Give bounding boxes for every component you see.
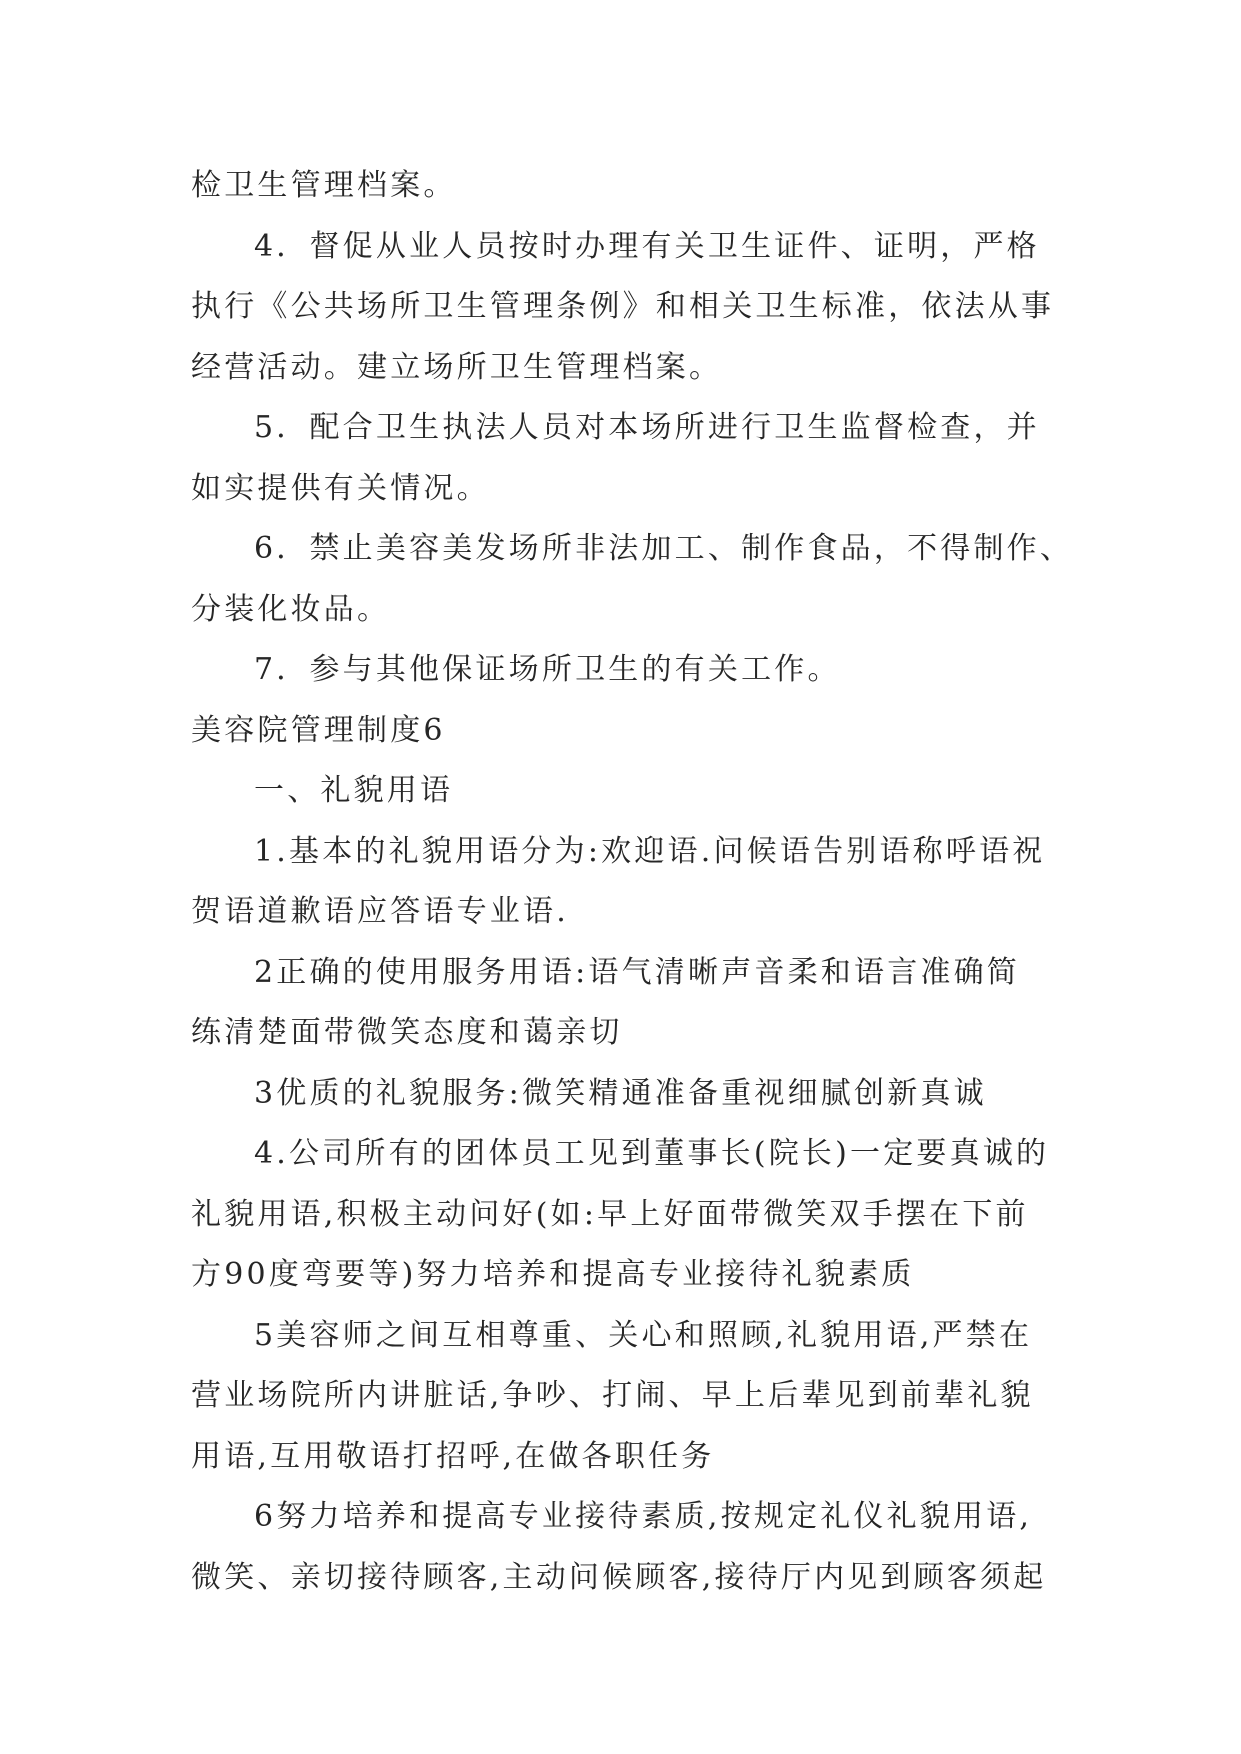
document-line: 如实提供有关情况。 [191,470,490,506]
document-line: 2正确的使用服务用语:语气清晰声音柔和语言准确简 [254,954,1020,990]
document-line: 微笑、亲切接待顾客,主动问候顾客,接待厅内见到顾客须起 [191,1559,1047,1595]
document-line: 一、礼貌用语 [254,773,454,808]
document-line: 分装化妆品。 [191,591,391,627]
document-line: 美容院管理制度6 [191,712,446,748]
document-line: 3优质的礼貌服务:微笑精通准备重视细腻创新真诚 [254,1075,987,1111]
document-line: 贺语道歉语应答语专业语. [191,894,569,929]
document-line: 6．禁止美容美发场所非法加工、制作食品，不得制作、 [254,531,1074,566]
document-line: 7．参与其他保证场所卫生的有关工作。 [254,652,841,687]
document-line: 练清楚面带微笑态度和蔼亲切 [191,1015,623,1050]
document-line: 5美容师之间互相尊重、关心和照顾,礼貌用语,严禁在 [254,1317,1033,1353]
document-line: 1.基本的礼貌用语分为:欢迎语.问候语告别语称呼语祝 [254,833,1046,869]
document-line: 5．配合卫生执法人员对本场所进行卫生监督检查，并 [254,410,1040,445]
document-line: 方90度弯要等)努力培养和提高专业接待礼貌素质 [191,1257,915,1292]
document-line: 礼貌用语,积极主动问好(如:早上好面带微笑双手摆在下前 [191,1196,1029,1232]
document-line: 4.公司所有的团体员工见到董事长(院长)一定要真诚的 [254,1136,1050,1171]
document-line: 营业场院所内讲脏话,争吵、打闹、早上后辈见到前辈礼貌 [191,1378,1034,1413]
document-line: 检卫生管理档案。 [191,168,457,203]
document-line: 经营活动。建立场所卫生管理档案。 [191,349,723,385]
document-line: 用语,互用敬语打招呼,在做各职任务 [191,1438,715,1474]
document-line: 6努力培养和提高专业接待素质,按规定礼仪礼貌用语, [254,1499,1033,1534]
document-line: 4．督促从业人员按时办理有关卫生证件、证明，严格 [254,228,1040,264]
document-line: 执行《公共场所卫生管理条例》和相关卫生标准，依法从事 [191,289,1055,324]
document-body [191,156,1074,1608]
